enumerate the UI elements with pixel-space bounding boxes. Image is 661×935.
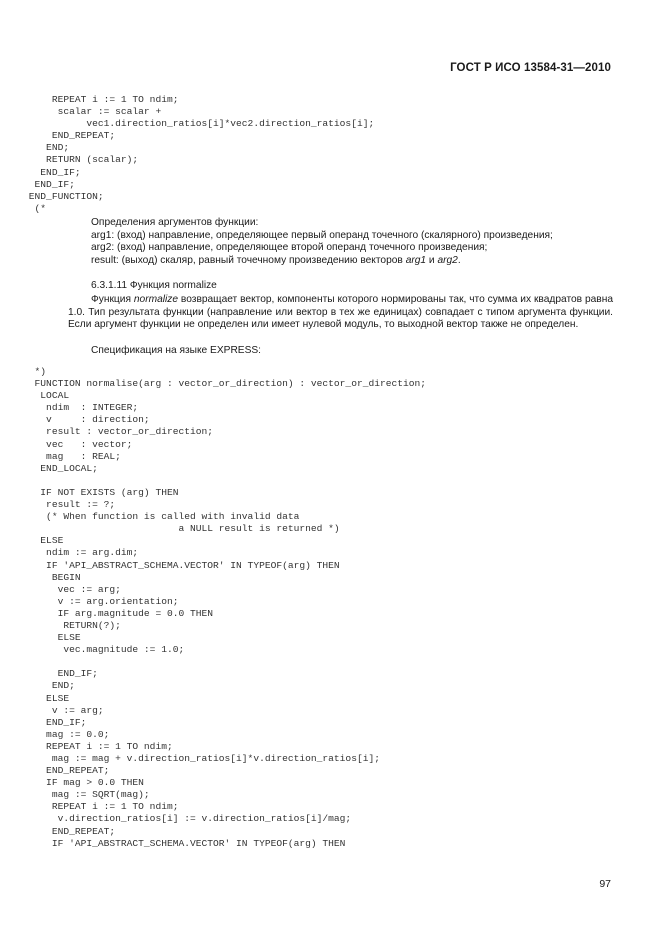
code-line: v : direction; xyxy=(0,414,150,426)
code-line: RETURN(?); xyxy=(0,619,121,631)
code-line xyxy=(0,475,661,487)
code-line: mag := mag + v.direction_ratios[i]*v.direction_ratios[i]; xyxy=(0,753,380,764)
code-line: ELSE xyxy=(0,632,81,644)
code-line: (* xyxy=(0,202,47,214)
code-line: IF 'API_ABSTRACT_SCHEMA.VECTOR' IN TYPEOF(arg) THEN xyxy=(0,837,346,849)
page-number: 97 xyxy=(599,878,611,890)
code-line: END_IF; xyxy=(0,668,98,680)
specification-label: Спецификация на языке EXPRESS: xyxy=(91,345,262,356)
result-end: . xyxy=(457,254,461,266)
section-title: 6.3.1.11 Функция normalize xyxy=(91,280,217,291)
code-line: LOCAL xyxy=(0,390,70,402)
code-line: END_IF; xyxy=(0,166,81,178)
result-definition xyxy=(68,255,613,268)
specification-label-block xyxy=(68,345,613,358)
section-heading xyxy=(68,280,613,293)
code-line: BEGIN xyxy=(0,571,81,583)
code-line: END; xyxy=(0,680,75,692)
code-block-bottom xyxy=(0,366,661,850)
code-line: mag : REAL; xyxy=(0,450,121,462)
arg1-definition: arg1: (вход) направление, определяющее первый операнд точечного (скалярного) произведения; xyxy=(91,229,553,241)
code-line: END; xyxy=(0,142,70,154)
code-line xyxy=(0,656,661,668)
code-line: vec : vector; xyxy=(0,438,133,450)
code-line: *) xyxy=(0,366,47,377)
code-line: IF arg.magnitude = 0.0 THEN xyxy=(0,607,214,619)
code-line: RETURN (scalar); xyxy=(0,154,139,166)
description-paragraph xyxy=(68,294,613,332)
code-line: vec1.direction_ratios[i]*vec2.direction_ratios[i]; xyxy=(0,118,375,130)
code-line: END_REPEAT; xyxy=(0,765,110,777)
result-and: и xyxy=(426,254,438,266)
description-prefix: Функция xyxy=(91,294,134,305)
code-line: scalar := scalar + xyxy=(0,106,162,118)
code-line: IF NOT EXISTS (arg) THEN xyxy=(0,486,179,498)
arguments-heading: Определения аргументов функции: xyxy=(91,217,259,228)
code-line: result := ?; xyxy=(0,499,116,511)
code-line: v.direction_ratios[i] := v.direction_ratios[i]/mag; xyxy=(0,813,352,825)
code-line: IF mag > 0.0 THEN xyxy=(0,777,144,789)
code-line: REPEAT i := 1 TO ndim; xyxy=(0,740,173,752)
code-line: v := arg.orientation; xyxy=(0,595,179,607)
function-description xyxy=(68,294,613,332)
code-line: REPEAT i := 1 TO ndim; xyxy=(0,801,179,813)
code-line: v := arg; xyxy=(0,704,104,716)
arguments-section xyxy=(68,217,613,267)
code-line: END_FUNCTION; xyxy=(0,190,104,202)
code-line: ELSE xyxy=(0,535,64,547)
code-line: ndim := arg.dim; xyxy=(0,547,139,559)
result-text: result: (выход) скаляр, равный точечному произведению векторов xyxy=(91,254,406,266)
arg2-definition: arg2: (вход) направление, определяющее второй операнд точечного произведения; xyxy=(91,242,488,254)
result-arg1: arg1 xyxy=(405,254,427,266)
description-rest: возвращает вектор, компоненты которого нормированы так, что сумма их квадратов равна 1.0. Тип результата функции (направление или вектор в тех же единицах) совпадает с типом аргумента функции. Если аргумент функции не определен или имеет нулевой модуль, то выходной вектор также не определен. xyxy=(68,294,613,331)
code-line: result : vector_or_direction; xyxy=(0,426,214,438)
code-line: ndim : INTEGER; xyxy=(0,402,139,414)
code-line: END_LOCAL; xyxy=(0,462,98,474)
document-header: ГОСТ Р ИСО 13584-31—2010 xyxy=(450,62,611,74)
result-arg2: arg2 xyxy=(437,254,458,266)
code-line: FUNCTION normalise(arg : vector_or_direction) : vector_or_direction; xyxy=(0,378,427,390)
code-line: a NULL result is returned *) xyxy=(0,523,340,535)
code-line: REPEAT i := 1 TO ndim; xyxy=(0,94,179,105)
function-name: normalize xyxy=(133,294,179,305)
code-line: vec := arg; xyxy=(0,583,121,595)
code-line: IF 'API_ABSTRACT_SCHEMA.VECTOR' IN TYPEOF(arg) THEN xyxy=(0,559,340,571)
code-line: END_REPEAT; xyxy=(0,130,116,142)
code-line: END_REPEAT; xyxy=(0,825,116,837)
code-line: (* When function is called with invalid data xyxy=(0,511,300,523)
code-line: mag := SQRT(mag); xyxy=(0,789,150,801)
code-block-top xyxy=(0,94,661,215)
code-line: END_IF; xyxy=(0,178,75,190)
code-line: END_IF; xyxy=(0,716,87,728)
code-line: mag := 0.0; xyxy=(0,728,110,740)
code-line: ELSE xyxy=(0,692,70,704)
code-line: vec.magnitude := 1.0; xyxy=(0,644,185,656)
